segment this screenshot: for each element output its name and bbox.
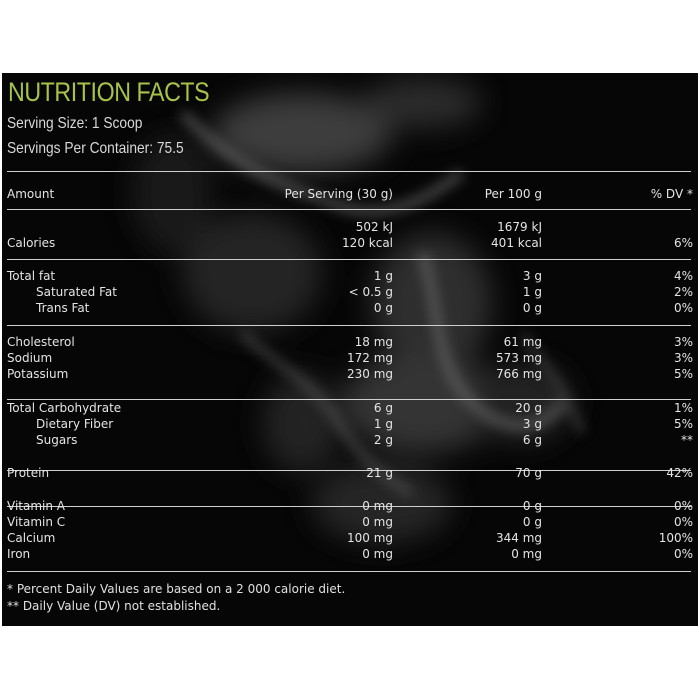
total-carbohydrate-per-serving: 6 g [373, 401, 393, 415]
protein-dv: 42% [666, 466, 693, 480]
total-carbohydrate-per-100g: 20 g [515, 401, 542, 415]
serving-size: Serving Size: 1 Scoop [7, 115, 143, 132]
divider [7, 209, 691, 210]
divider [7, 470, 691, 471]
sugars-per-serving: 2 g [373, 433, 393, 447]
column-header-per-100g: Per 100 g [484, 187, 542, 201]
vitamin-c-label: Vitamin C [7, 515, 66, 529]
saturated-fat-label: Saturated Fat [36, 285, 117, 299]
cholesterol-dv: 3% [673, 335, 693, 349]
sugars-per-100g: 6 g [522, 433, 542, 447]
cholesterol-per-100g: 61 mg [503, 335, 542, 349]
protein-per-serving: 21 g [366, 466, 393, 480]
dietary-fiber-per-serving: 1 g [373, 417, 393, 431]
dietary-fiber-dv: 5% [673, 417, 693, 431]
total-carbohydrate-label: Total Carbohydrate [7, 401, 122, 415]
iron-dv: 0% [673, 547, 693, 561]
potassium-per-serving: 230 mg [346, 367, 393, 381]
cholesterol-per-serving: 18 mg [354, 335, 393, 349]
total-fat-label: Total fat [7, 269, 56, 283]
vitamin-a-label: Vitamin A [7, 499, 65, 513]
column-header-per-serving: Per Serving (30 g) [284, 187, 393, 201]
protein-label: Protein [7, 466, 50, 480]
potassium-per-100g: 766 mg [495, 367, 542, 381]
total-carbohydrate-dv: 1% [673, 401, 693, 415]
vitamin-a-dv: 0% [673, 499, 693, 513]
calcium-dv: 100% [658, 531, 693, 545]
footnote-percent-dv: * Percent Daily Values are based on a 2 000 calorie diet. [7, 582, 346, 596]
total-fat-dv: 4% [673, 269, 693, 283]
vitamin-a-per-100g: 0 g [522, 499, 542, 513]
vitamin-c-per-serving: 0 mg [362, 515, 393, 529]
sodium-per-100g: 573 mg [495, 351, 542, 365]
vitamin-c-per-100g: 0 g [522, 515, 542, 529]
sodium-label: Sodium [7, 351, 53, 365]
potassium-label: Potassium [7, 367, 69, 381]
protein-per-100g: 70 g [515, 466, 542, 480]
footnote-dv-not-established: ** Daily Value (DV) not established. [7, 599, 221, 613]
sugars-dv: ** [681, 433, 693, 447]
column-header-amount: Amount [7, 187, 55, 201]
trans-fat-per-100g: 0 g [522, 301, 542, 315]
total-fat-per-serving: 1 g [373, 269, 393, 283]
trans-fat-label: Trans Fat [36, 301, 90, 315]
divider [7, 571, 691, 572]
saturated-fat-per-100g: 1 g [522, 285, 542, 299]
sodium-dv: 3% [673, 351, 693, 365]
trans-fat-dv: 0% [673, 301, 693, 315]
trans-fat-per-serving: 0 g [373, 301, 393, 315]
vitamin-c-dv: 0% [673, 515, 693, 529]
calories-dv: 6% [673, 236, 693, 250]
iron-per-serving: 0 mg [362, 547, 393, 561]
label-title: NUTRITION FACTS [8, 77, 210, 107]
divider [7, 506, 691, 507]
energy-kj-per-serving: 502 kJ [355, 220, 393, 234]
iron-per-100g: 0 mg [511, 547, 542, 561]
servings-per-container: Servings Per Container: 75.5 [7, 140, 184, 157]
dietary-fiber-label: Dietary Fiber [36, 417, 114, 431]
saturated-fat-per-serving: < 0.5 g [348, 285, 393, 299]
sugars-label: Sugars [36, 433, 78, 447]
calories-label: Calories [7, 236, 56, 250]
energy-kj-per-100g: 1679 kJ [497, 220, 542, 234]
dietary-fiber-per-100g: 3 g [522, 417, 542, 431]
sodium-per-serving: 172 mg [346, 351, 393, 365]
saturated-fat-dv: 2% [673, 285, 693, 299]
calcium-label: Calcium [7, 531, 56, 545]
calories-per-100g: 401 kcal [491, 236, 542, 250]
nutrition-panel [2, 73, 698, 626]
calcium-per-100g: 344 mg [495, 531, 542, 545]
vitamin-a-per-serving: 0 mg [362, 499, 393, 513]
total-fat-per-100g: 3 g [522, 269, 542, 283]
calcium-per-serving: 100 mg [346, 531, 393, 545]
divider [7, 325, 691, 326]
column-header-dv: % DV * [650, 187, 693, 201]
iron-label: Iron [7, 547, 31, 561]
divider [7, 171, 691, 172]
potassium-dv: 5% [673, 367, 693, 381]
calories-per-serving: 120 kcal [342, 236, 393, 250]
divider [7, 259, 691, 260]
cholesterol-label: Cholesterol [7, 335, 75, 349]
